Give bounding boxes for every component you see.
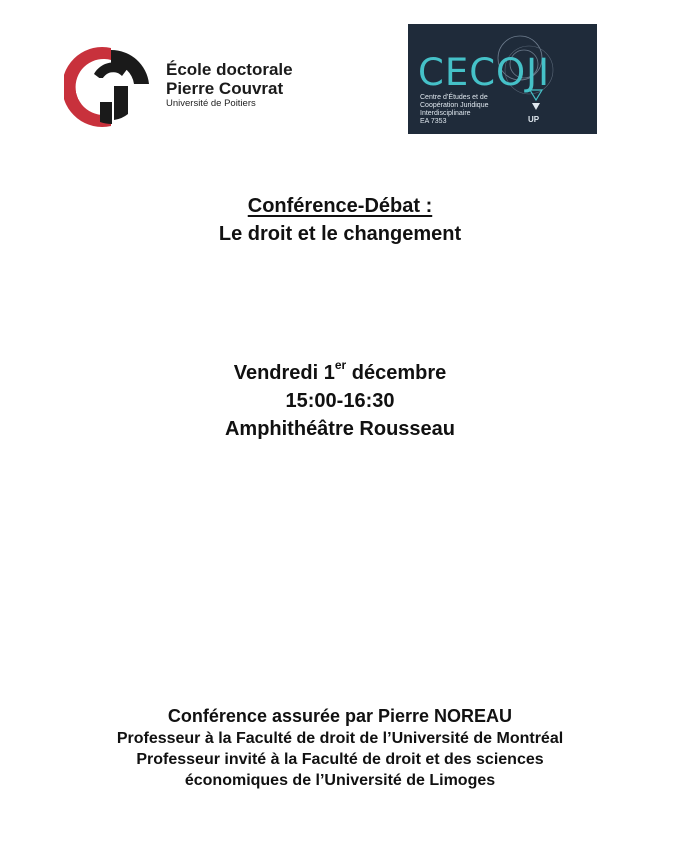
event-date-prefix: Vendredi 1	[233, 362, 335, 384]
ecole-doctorale-logo	[64, 44, 324, 134]
event-date-sup: er	[334, 358, 347, 373]
ecole-doctorale-university: Université de Poitiers	[166, 98, 256, 109]
speaker-info	[100, 704, 580, 791]
speaker-role-limoges: Professeur invité à la Faculté de droit et des sciences économiques de l’Université de Limoges	[136, 751, 544, 789]
up-badge	[526, 88, 546, 128]
title-subject: Le droit et le changement	[218, 223, 462, 245]
ecole-doctorale-text	[166, 60, 336, 110]
speaker-role-montreal: Professeur à la Faculté de droit de l’Université de Montréal	[116, 730, 564, 747]
cecoji-subtitle-line: Coopération Juridique	[420, 102, 489, 109]
title-heading: Conférence-Débat :	[247, 195, 433, 217]
triangle-down-icon	[526, 88, 546, 116]
cecoji-wordmark: CECOJI	[418, 51, 550, 94]
ecole-doctorale-emblem-icon	[64, 44, 158, 128]
up-badge-label: UP	[528, 115, 540, 124]
cecoji-subtitle-line: Interdisciplinaire	[420, 110, 471, 117]
cecoji-subtitle-line: Centre d’Études et de	[420, 94, 488, 101]
event-info	[0, 359, 680, 443]
event-place: Amphithéâtre Rousseau	[224, 418, 456, 440]
ecole-doctorale-name: École doctorale	[166, 60, 293, 79]
cecoji-logo	[408, 24, 597, 134]
cecoji-subtitle	[420, 94, 540, 126]
cecoji-subtitle-line: EA 7353	[420, 118, 447, 125]
event-date	[0, 359, 680, 387]
event-date-suffix: décembre	[346, 362, 447, 384]
event-time: 15:00-16:30	[285, 390, 395, 412]
ecole-doctorale-person: Pierre Couvrat	[166, 79, 284, 98]
speaker-name: Conférence assurée par Pierre NOREAU	[167, 706, 513, 726]
title-block	[0, 192, 680, 248]
